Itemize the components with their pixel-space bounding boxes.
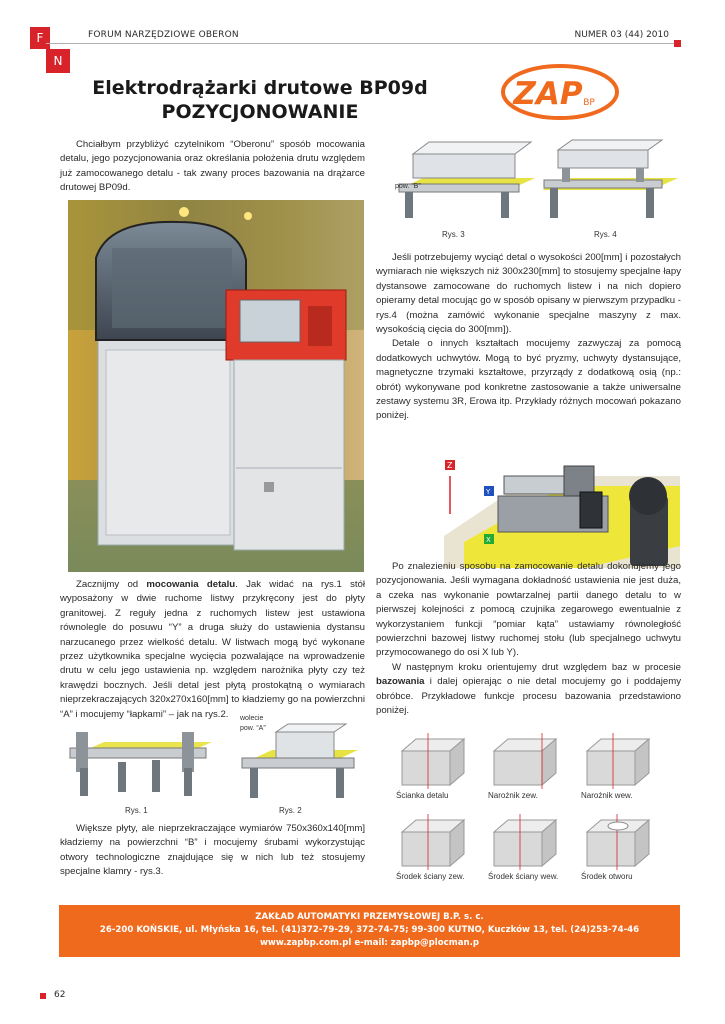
header-rule [46, 43, 680, 44]
bazowanie-figure-3 [583, 733, 653, 789]
axis-x: X [486, 536, 491, 544]
header-marker [674, 40, 681, 47]
mocowanie-term: mocowania detalu [146, 579, 236, 590]
footer-company: ZAKŁAD AUTOMATYKI PRZEMYSŁOWEJ B.P. s. c. [255, 912, 484, 922]
machine-photo [68, 200, 364, 572]
mocowanie-paragraph: Zacznijmy od mocowania detalu. Jak widać na rys.1 stół wyposażony w dwie ruchome listwy przykręcony jest do płyty granitowej. Z reguły jedna z ruchomych listew jest ustawiona równolegle do posuwu “Y” a druga służy do ustawienia dystansu narzucanego przez wielkość detalu. W listwach mogą być wykonane przez użytkownika specjalne wycięcia pozwalające na wprowadzenie drutu w celu jego ustawienia np. względem narożnika płyty czy też krawędzi bocznych. Jeśli detal jest płytą prostokątną o wymiarach nieprzekraczających 320x270x160[mm] to kładziemy go na powierzchni “A” i mocujemy “łapkami” – jak na rys.2. [60, 579, 365, 720]
bazowanie-caption-5: Środek ściany wew. [488, 872, 559, 881]
intro-paragraph: Chciałbym przybliżyć czytelnikom “Oberonu” sposób mocowania detalu, jego pozycjonowania oraz określania położenia drutu względem już zamocowanego detalu - tak zwany proces bazowania na drążarce drutowej BP09d. [60, 139, 365, 194]
company-footer [59, 905, 680, 957]
bazowanie-caption-6: Środek otworu [581, 872, 633, 881]
logo-text: ZAP [513, 76, 583, 112]
article-title: Elektrodrążarki drutowe BP09d [92, 77, 428, 99]
bazowanie-caption-1: Ścianka detalu [396, 791, 449, 800]
figure-rys3 [393, 134, 538, 222]
caption-rys1: Rys. 1 [125, 806, 148, 815]
bazowanie-caption-3: Narożnik wew. [581, 791, 633, 800]
zap-logo [500, 63, 620, 121]
label-pow-b: pow. “B” [395, 183, 421, 190]
figure-rys1 [62, 712, 218, 800]
publication-name: FORUM NARZĘDZIOWE OBERON [88, 30, 239, 40]
bazowanie-figure-2 [490, 733, 560, 789]
logo-sub: BP [583, 98, 595, 108]
bazowanie-caption-2: Narożnik zew. [488, 791, 538, 800]
caption-rys4: Rys. 4 [594, 230, 617, 239]
page-marker [40, 993, 46, 999]
axis-y: Y [486, 488, 491, 496]
bazowanie-figure-5 [490, 814, 560, 870]
footer-address: 26-200 KOŃSKIE, ul. Młyńska 16, tel. (41)372-79-29, 372-74-75; 99-300 KUTNO, Kuczków 13, tel. (24)253-74-46 [99, 925, 640, 935]
article-subtitle: POZYCJONOWANIE [161, 101, 359, 123]
figure-rys2 [236, 712, 360, 802]
right-text-bottom: Po znalezieniu sposobu na zamocowanie detalu dokonujemy jego pozycjonowania. Jeśli wymagana dokładność ustawienia nie jest duża, a czeka nas wykonanie powtarzalnej partii danego detalu to w pierwszej kolejności z pomocą czujnika zegarowego ewentualnie z wykorzystaniem funkcji “pomiar kąta” ustawiamy równoległość powierzchni bazowej listwy ruchomej stołu (lub specjalnego uchwytu przymocowanego do osi X lub Y). W następnym kroku orientujemy drut względem baz w procesie bazowania i dalej opierając o nie detal mocujemy go i poddajemy obróbce. Przykładowe funkcje procesu bazowania przedstawiono poniżej. [376, 561, 681, 717]
footer-contact[interactable]: www.zapbp.com.pl e-mail: zapbp@plocman.p [259, 938, 480, 948]
axis-z: Z [447, 461, 453, 470]
section-tag-f: F [30, 27, 50, 49]
caption-rys2: Rys. 2 [279, 806, 302, 815]
fixture-render [444, 456, 680, 568]
bazowanie-figure-6 [583, 814, 653, 870]
right-text-top: Jeśli potrzebujemy wyciąć detal o wysokości 200[mm] i pozostałych wymiarach nie większych niż 300x230[mm] to stosujemy specjalne łapy dystansowe zamocowane do ruchomych listew i na nich dopiero opieramy detal mocując go w sposób opisany w pierwszym przypadku - rys.4 (można zamówić wykonanie specjalne maszyny z max. wysokością cięcia do 300[mm]). Detale o innych kształtach mocujemy zazwyczaj za pomocą dodatkowych uchwytów. Mogą to być pryzmy, uchwyty dystansujące, magnetyczne trzymaki kształtowe, przyrządy z dodatkową osią (np.: obrót) wykonywane pod konkretne zastosowanie a także uniwersalne zestawy systemu 3R, Erowa itp. Przykłady różnych mocowań pokazano poniżej. [376, 252, 681, 422]
bazowanie-term: bazowania [376, 676, 425, 688]
label-wolecie: wolecie [240, 715, 264, 722]
figure-rys4 [538, 134, 680, 222]
bazowanie-caption-4: Środek ściany zew. [396, 872, 465, 881]
label-pow-a: pow. “A” [240, 725, 266, 732]
wieksze-plyty-paragraph: Większe płyty, ale nieprzekraczające wymiarów 750x360x140[mm] kładziemy na powierzchni “B” i mocujemy śrubami wykorzystując otwory technologiczne znajdujące się w nich lub też stosujemy specjalne klamry - rys.3. [60, 823, 365, 878]
page-number: 62 [54, 990, 66, 1000]
caption-rys3: Rys. 3 [442, 230, 465, 239]
issue-number: NUMER 03 (44) 2010 [574, 30, 669, 40]
bazowanie-figure-1 [398, 733, 468, 789]
section-tag-n: N [46, 49, 70, 73]
bazowanie-figure-4 [398, 814, 468, 870]
